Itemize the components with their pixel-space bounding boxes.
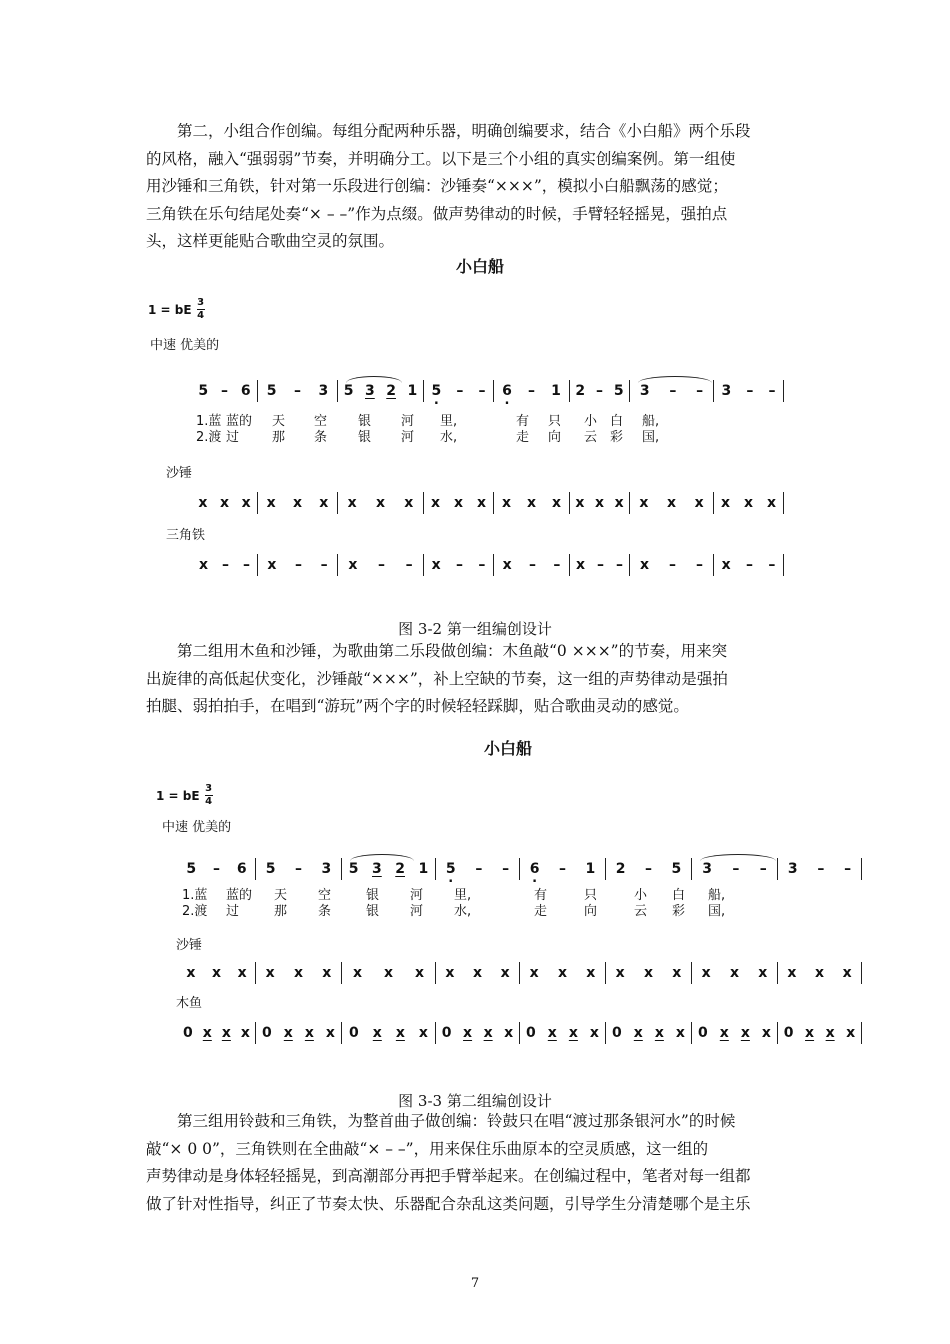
measure [494,492,570,514]
measure [494,554,570,576]
measure [630,554,714,576]
note: 2 [386,383,396,399]
lyric-word: 河 [410,904,424,919]
lyric-word: 小 [584,414,598,429]
note: x [414,965,425,981]
lyric-word: 1.蓝 [182,888,208,903]
measure [436,858,520,880]
note: – [527,383,535,399]
note: – [669,383,677,399]
note: x [551,495,562,511]
note: – [746,383,754,399]
note: x [758,965,768,981]
note: 3 [365,383,375,399]
note: 5 [343,383,354,399]
note: x [614,495,624,511]
tie-mark [700,854,776,861]
note: – [615,557,623,573]
text-line: 声势律动是身体轻轻摇晃，到高潮部分再把手臂举起来。在创编过程中，笔者对每一组都 [146,1167,751,1185]
measure [570,380,630,402]
note: – [456,557,463,573]
note: x [404,495,414,511]
note: – [559,861,566,877]
note: 0 [612,1025,622,1041]
note: x [445,965,455,981]
note: 0 [698,1025,708,1041]
measure [192,380,258,402]
note: 6 [240,383,251,399]
text-line: 第二，小组合作创编。每组分配两种乐器，明确创编要求，结合《小白船》两个乐段 [177,122,751,140]
lyric-word: 银 [358,430,372,445]
note: x [352,965,363,981]
measure [520,962,606,984]
note: x [431,557,441,573]
note: 2 [395,861,405,877]
lyric-word: 天 [272,414,286,429]
note: – [732,861,740,877]
note: – [242,557,250,573]
note: x [241,495,251,511]
note: – [746,557,753,573]
note: 3 [787,861,798,877]
text-line: 的风格，融入“强弱弱”节奏，并明确分工。以下是三个小组的真实创编案例。第一组使 [146,149,736,168]
note: x [639,495,649,511]
lyric-word: 那 [272,430,286,445]
measure [520,858,606,880]
note: – [405,557,413,573]
instrument-label-2: 三角铁 [166,528,206,543]
note: x [814,965,824,981]
measure [692,1022,778,1044]
measure [338,492,424,514]
note: x [701,965,711,981]
lyric-word: 走 [534,904,548,919]
measure [192,554,258,576]
note: – [212,861,220,877]
slur-mark [350,854,414,861]
note: 1 [585,861,596,877]
time-signature: $\frac{3}{4}$ [205,783,213,807]
note: x [502,557,512,573]
note: x [221,1025,231,1041]
measure [258,554,338,576]
note: 2 [615,861,626,877]
key-label: 1 = bE [148,302,192,317]
measure [692,962,778,984]
note: x [721,557,731,573]
measure [606,962,692,984]
note: x [375,495,385,511]
note: x [743,495,754,511]
note: 6 [236,861,247,877]
paragraph-1 [146,118,806,256]
score-title: 小白船 [483,739,532,758]
measure [692,858,778,880]
lyric-word: 蓝的 [226,888,253,903]
note: x [418,1025,428,1041]
note: x [325,1025,335,1041]
note: – [222,557,229,573]
note: 3 [321,861,332,877]
slur-mark [346,376,402,383]
paragraph-2 [146,638,806,721]
note: – [295,861,302,877]
measure [630,380,714,402]
text-line: 第二组用木鱼和沙锤，为歌曲第二乐段做创编：木鱼敲“0 ×××”的节奏，用来突 [177,642,728,660]
note: x [186,965,196,981]
instrument-label-1: 沙锤 [166,466,193,481]
measure [778,1022,862,1044]
text-line: 头，这样更能贴合歌曲空灵的氛围。 [146,232,395,250]
measure [606,1022,692,1044]
note: 0 [526,1025,536,1041]
note: x [720,495,731,511]
lyric-word: 只 [584,888,598,903]
note: – [695,557,703,573]
instrument-row-1 [178,962,862,984]
measure [178,858,256,880]
melody-row [178,858,862,880]
lyric-word: 银 [366,888,380,903]
lyric-word: 2.渡 [196,430,222,445]
score-title: 小白船 [455,257,504,276]
lyric-word: 2.渡 [182,904,208,919]
note: x [237,965,247,981]
instrument-label-1: 沙锤 [176,938,203,953]
measure [570,492,630,514]
measure [424,554,494,576]
note: – [844,861,852,877]
measure [256,962,342,984]
note: 3 [318,383,329,399]
note: x [787,965,797,981]
note: 0 [183,1025,193,1041]
tempo-marking: 中速 优美的 [150,338,220,353]
lyric-word: 走 [516,430,530,445]
note: x [842,965,852,981]
note: 3 [721,383,732,399]
measure [192,492,258,514]
lyric-word: 1.蓝 [196,414,222,429]
lyric-word: 银 [358,414,372,429]
lyric-word: 国, [642,430,660,445]
note: x [633,1025,643,1041]
lyric-word: 过 [226,430,240,445]
melody-row [192,380,784,402]
lyric-word: 云 [584,430,598,445]
lyric-word: 那 [274,904,288,919]
note: x [483,1025,493,1041]
score-figure-2 [148,730,868,1076]
measure [178,1022,256,1044]
note: x [694,495,704,511]
note: x [265,965,275,981]
lyric-word: 彩 [672,904,686,919]
lyric-word: 过 [226,904,240,919]
note: x [292,495,302,511]
note: x [472,965,482,981]
note: x [666,495,676,511]
lyric-word: 水, [440,430,458,445]
note: – [456,383,464,399]
lyric-word: 有 [516,414,530,429]
note: x [846,1025,856,1041]
note: x [594,495,604,511]
text-line: 出旋律的高低起伏变化，沙锤敲“×××”，补上空缺的节奏，这一组的声势律动是强拍 [146,669,728,688]
note: – [759,861,767,877]
note: 3 [639,383,650,399]
tempo-marking: 中速 优美的 [162,820,232,835]
measure [778,962,862,984]
note: x [766,495,777,511]
lyric-word: 条 [318,904,332,919]
note: x [740,1025,750,1041]
note: 6 . [499,383,515,399]
note: x [501,495,512,511]
instrument-row-1 [192,492,784,514]
note: x [589,1025,599,1041]
lyric-word: 河 [401,414,415,429]
time-signature: $\frac{3}{4}$ [197,297,205,321]
measure [424,492,494,514]
lyric-word: 只 [548,414,562,429]
measure [424,380,494,402]
note: 5 [348,861,359,877]
note: – [320,557,328,573]
note: 3 [372,861,382,877]
figure-caption-2: 图 3-3 第二组编创设计 [398,1092,552,1110]
measure [714,380,784,402]
note: x [283,1025,293,1041]
lyric-word: 天 [274,888,288,903]
note: x [719,1025,729,1041]
note: – [295,557,303,573]
note: x [805,1025,815,1041]
measure [520,1022,606,1044]
note: x [557,965,567,981]
note: x [575,557,586,573]
note: x [547,1025,557,1041]
lyric-word: 里, [440,414,458,429]
note: 5 [198,383,209,399]
measure [714,492,784,514]
note: 5 . [429,383,445,399]
note: – [817,861,825,877]
note: – [478,557,486,573]
note: x [586,965,596,981]
lyric-word: 蓝的 [226,414,253,429]
text-line: 第三组用铃鼓和三角铁，为整首曲子做创编：铃鼓只在唱“渡过那条银河水”的时候 [177,1112,736,1130]
lyric-word: 向 [584,904,598,919]
note: 6 . [527,861,543,877]
note: x [453,495,464,511]
lyric-word: 云 [634,904,648,919]
note: x [322,965,332,981]
note: 1 [418,861,429,877]
note: 1 [551,383,561,399]
note: – [696,383,704,399]
key-signature [148,298,205,321]
note: 0 [441,1025,452,1041]
note: x [395,1025,405,1041]
lyric-word: 船, [708,888,726,903]
note: x [383,965,394,981]
measure [436,1022,520,1044]
measure [570,554,630,576]
note: – [645,861,652,877]
measure [178,962,256,984]
lyric-word: 河 [401,430,415,445]
note: x [615,965,625,981]
note: – [475,861,483,877]
note: 5 [671,861,682,877]
note: – [669,557,676,573]
tie-mark [638,376,712,383]
note: – [768,383,776,399]
note: x [672,965,682,981]
text-line: 三角铁在乐句结尾处奏“× – –”作为点缀。做声势律动的时候，手臂轻轻摇晃，强拍点 [146,204,728,223]
note: 0 [349,1025,359,1041]
note: x [430,495,441,511]
note: x [372,1025,382,1041]
note: 5 [265,861,276,877]
note: x [639,557,650,573]
note: x [211,965,221,981]
note: x [198,557,209,573]
lyric-word: 银 [366,904,380,919]
note: x [476,495,487,511]
note: x [348,557,358,573]
note: 0 [262,1025,272,1041]
measure [258,380,338,402]
lyric-word: 里, [454,888,472,903]
note: – [294,383,301,399]
instrument-label-2: 木鱼 [176,996,203,1011]
text-line: 拍腿、弱拍拍手，在唱到“游玩”两个字的时候轻轻踩脚，贴合歌曲灵动的感觉。 [146,697,689,715]
note: x [319,495,329,511]
note: x [219,495,229,511]
note: x [643,965,653,981]
note: x [198,495,208,511]
note: x [463,1025,473,1041]
note: x [568,1025,578,1041]
lyric-word: 白 [672,888,686,903]
measure [338,554,424,576]
lyric-word: 条 [314,430,328,445]
lyric-word: 小 [634,888,648,903]
lyric-word: 彩 [610,430,624,445]
lyric-word: 河 [410,888,424,903]
note: – [502,861,510,877]
lyric-word: 有 [534,888,548,903]
measure [606,858,692,880]
key-signature [156,784,213,807]
measure [494,380,570,402]
note: 3 [702,861,712,877]
lyric-word: 向 [548,430,562,445]
measure [714,554,784,576]
key-label: 1 = bE [156,788,200,803]
lyric-word: 白 [610,414,624,429]
page-number: 7 [470,1276,480,1291]
measure [342,1022,436,1044]
note: x [240,1025,250,1041]
lyric-word: 空 [318,888,332,903]
note: 1 [407,383,418,399]
figure-caption-1: 图 3-2 第一组编创设计 [398,620,552,638]
note: x [575,495,585,511]
note: x [529,965,539,981]
measure [342,858,436,880]
measure [342,962,436,984]
note: – [768,557,776,573]
note: x [500,965,510,981]
measure [256,858,342,880]
note: x [504,1025,514,1041]
note: 5 . [443,861,459,877]
lyric-word: 船, [642,414,660,429]
note: x [304,1025,314,1041]
measure [630,492,714,514]
text-line: 做了针对性指导，纠正了节奏太快、乐器配合杂乱这类问题，引导学生分清楚哪个是主乐 [146,1194,751,1213]
text-line: 用沙锤和三角铁，针对第一乐段进行创编：沙锤奏“×××”，模拟小白船飘荡的感觉； [146,177,728,195]
measure [436,962,520,984]
note: x [202,1025,212,1041]
note: x [266,495,276,511]
note: x [347,495,357,511]
note: 5 [266,383,277,399]
note: x [526,495,537,511]
measure [256,1022,342,1044]
note: 5 [186,861,197,877]
note: – [597,557,604,573]
note: x [293,965,303,981]
note: x [825,1025,835,1041]
note: – [595,383,603,399]
instrument-row-2 [178,1022,862,1044]
lyric-word: 国, [708,904,726,919]
note: 0 [783,1025,794,1041]
score-figure-1 [140,248,820,608]
note: – [553,557,561,573]
note: – [529,557,536,573]
lyric-word: 水, [454,904,472,919]
measure [778,858,862,880]
note: – [478,383,486,399]
note: x [654,1025,664,1041]
measure [338,380,424,402]
note: x [267,557,277,573]
paragraph-3 [146,1108,806,1218]
note: – [378,557,386,573]
text-line: 敲“× 0 0”，三角铁则在全曲敲“× – –”，用来保住乐曲原本的空灵质感，这一组的 [146,1139,709,1158]
note: x [761,1025,771,1041]
note: 2 [575,383,586,399]
note: 5 [613,383,624,399]
note: x [729,965,739,981]
measure [258,492,338,514]
note: x [675,1025,685,1041]
instrument-row-2 [192,554,784,576]
lyric-word: 空 [314,414,328,429]
note: – [220,383,228,399]
